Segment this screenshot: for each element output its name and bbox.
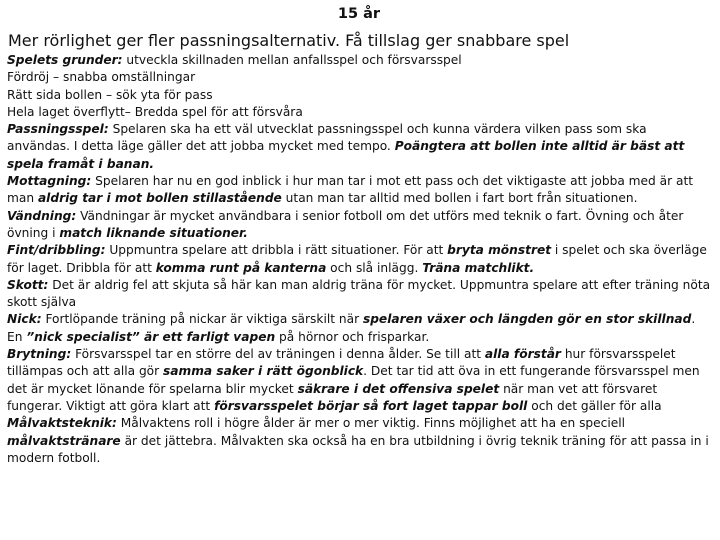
section-label: Skott:: [7, 277, 49, 292]
section-label: Fint/dribbling:: [7, 243, 106, 258]
paragraph-passningsspel: [7, 121, 711, 173]
line-fordroj: Fördröj – snabba omställningar: [7, 70, 196, 85]
paragraph-text: Uppmuntra spelare att dribbla i rätt situationer. För att: [105, 243, 448, 258]
emphasis-text: Träna matchlikt.: [422, 260, 535, 275]
paragraph-text: och det gäller för alla: [527, 398, 662, 413]
paragraph-vandning: [7, 208, 711, 243]
paragraph-text: Fortlöpande träning på nickar är viktiga särskilt när: [41, 312, 363, 327]
emphasis-text: bryta mönstret: [447, 243, 552, 258]
paragraph-mottagning: [7, 173, 711, 208]
paragraph-text: Försvarsspel tar en större del av träningen i denna ålder. Se till att: [71, 347, 485, 362]
paragraph-text: i spelet och ska överläge för laget. Dribbla för att: [7, 243, 707, 275]
section-label: Nick:: [7, 312, 42, 327]
paragraph-text: . En: [7, 312, 696, 344]
emphasis-text: säkrare i det offensiva spelet: [297, 381, 500, 396]
section-label: Målvaktsteknik:: [7, 416, 117, 431]
emphasis-text: samma saker i rätt ögonblick: [163, 364, 364, 379]
emphasis-text: målvaktstränare: [7, 433, 121, 448]
emphasis-text: match liknande situationer.: [59, 225, 248, 240]
paragraph-text: och slå inlägg.: [326, 260, 423, 275]
emphasis-text: ”nick specialist” är ett farligt vapen: [26, 329, 276, 344]
paragraph-fint-dribbling: [7, 242, 711, 277]
emphasis-text: Poängtera att bollen inte alltid är bäst att spela framåt i banan.: [7, 139, 685, 171]
section-label: Passningsspel:: [7, 122, 109, 137]
paragraph-text: . Det tar tid att öva in ett fungerande försvarsspel men det är mycket lönande för spelarna blir mycket: [7, 364, 700, 396]
emphasis-text: aldrig tar i mot bollen stillastående: [37, 191, 282, 206]
paragraph-text: Det är aldrig fel att skjuta så här kan man aldrig träna för mycket. Uppmuntra spelare att efter träning nöta skott själva: [7, 277, 711, 310]
section-label: Vändning:: [7, 208, 77, 223]
page-subtitle: Mer rörlighet ger fler passningsalternativ. Få tillslag ger snabbare spel: [8, 31, 570, 50]
section-label: Brytning:: [7, 347, 72, 362]
paragraph-text: är det jättebra. Målvakten ska också ha en bra utbildning i övrig teknik träning för att passa in i modern fotboll.: [7, 433, 709, 465]
emphasis-text: alla förstår: [484, 347, 561, 362]
paragraph-text: utan man tar alltid med bollen i fart bort från situationen.: [281, 191, 638, 206]
paragraph-text: Vändningar är mycket användbara i senior fotboll om det utförs med teknik o fart. Övning och åter övning i: [7, 208, 684, 240]
paragraph-text: Spelaren har nu en god inblick i hur man tar i mot ett pass och det viktigaste att jobba med är att man: [7, 174, 694, 206]
paragraph-text: Spelaren ska ha ett väl utvecklat passningsspel och kunna värdera vilken pass som ska användas. I detta läge gäller det att jobba mycket med tempo.: [7, 122, 647, 154]
paragraph-spelets-grunder: [7, 52, 711, 69]
emphasis-text: komma runt på kanterna: [155, 260, 327, 275]
paragraph-text: när man vet att försvaret fungerar. Viktigt att göra klart att: [7, 381, 658, 413]
section-label: Mottagning:: [7, 174, 92, 189]
emphasis-text: försvarsspelet börjar så fort laget tappar boll: [214, 398, 528, 413]
line-hela-laget: Hela laget överflytt– Bredda spel för att försvåra: [7, 104, 303, 119]
document-body: [7, 52, 711, 467]
paragraph-text: hur försvarsspelet tillämpas och att alla gör: [7, 347, 676, 379]
paragraph-text: utveckla skillnaden mellan anfallsspel och försvarsspel: [122, 53, 462, 67]
paragraph-text: Målvaktens roll i högre ålder är mer o mer viktig. Finns möjlighet att ha en speciell: [116, 416, 626, 431]
paragraph-malvaktsteknik: [7, 415, 711, 467]
page-title: 15 år: [337, 6, 381, 22]
emphasis-text: spelaren växer och längden gör en stor skillnad: [362, 312, 692, 327]
line-ratt-sida: Rätt sida bollen – sök yta för pass: [7, 87, 213, 102]
paragraph-skott: [7, 277, 711, 312]
section-label: Spelets grunder:: [7, 53, 123, 67]
paragraph-text: på hörnor och frisparkar.: [275, 329, 430, 344]
paragraph-nick: [7, 311, 711, 346]
paragraph-brytning: [7, 346, 711, 415]
